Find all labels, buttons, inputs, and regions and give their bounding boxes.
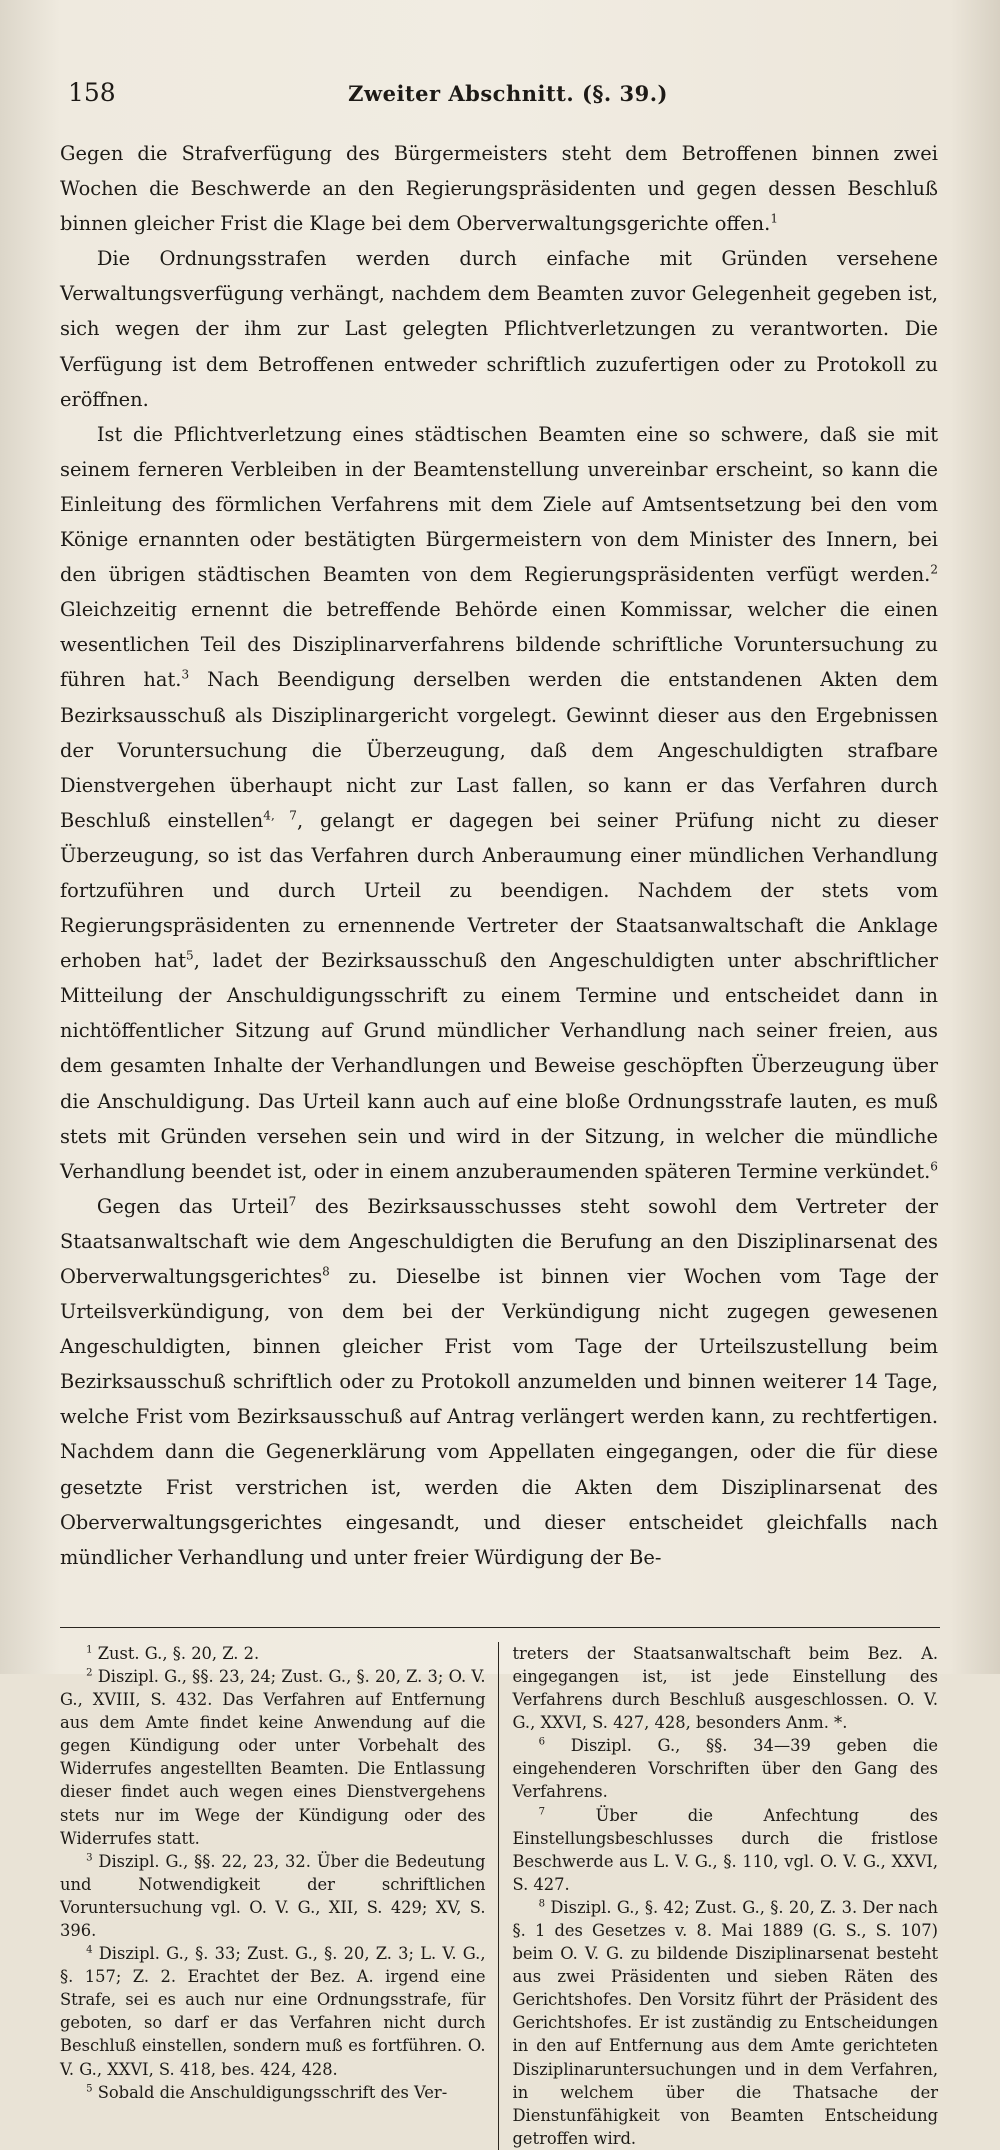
footnote-ref-7: 7 xyxy=(288,1194,297,1209)
footnote-text: Über die Anfechtung des Einstellungsbeschlusses durch die fristlose Beschwerde aus L. V. G., §. 110, vgl. O. V. G., XXVI, S. 427. xyxy=(512,1805,938,1894)
footnote-num: 3 xyxy=(86,1852,93,1864)
page-header xyxy=(60,78,938,118)
footnote-num: 8 xyxy=(538,1898,546,1910)
footnote-num: 7 xyxy=(538,1806,546,1818)
footnote-text: Zust. G., §. 20, Z. 2. xyxy=(97,1643,260,1663)
footnote-ref-1: 1 xyxy=(770,211,778,226)
footnote-ref-6: 6 xyxy=(930,1159,938,1174)
footnotes-left-column xyxy=(60,1642,498,2150)
footnote-num: 6 xyxy=(538,1736,546,1748)
paragraph-1 xyxy=(60,136,938,241)
footnote-ref-8: 8 xyxy=(322,1264,330,1279)
footnote-7 xyxy=(513,1804,939,1896)
paragraph-3 xyxy=(60,417,938,1189)
footnote-ref-5: 5 xyxy=(186,948,194,963)
footnote-2 xyxy=(60,1665,486,1850)
footnote-text: Diszipl. G., §§. 22, 23, 32. Über die Bedeutung und Notwendigkeit der schriftlichen Voruntersuchung vgl. O. V. G., XII, S. 429; XV, S. 396. xyxy=(60,1851,486,1940)
paragraph-1-text: Gegen die Strafverfügung des Bürgermeisters steht dem Betroffenen binnen zwei Wochen die Beschwerde an den Regierungspräsidenten und gegen dessen Beschluß binnen gleicher Frist die Klage bei dem Oberverwaltungsgerichte offen. xyxy=(60,142,938,236)
paragraph-2: Die Ordnungsstrafen werden durch einfache mit Gründen versehene Verwaltungsverfügung verhängt, nachdem dem Beamten zuvor Gelegenheit gegeben ist, sich wegen der ihm zur Last gelegten Pflichtverletzungen zu verantworten. Die Verfügung ist dem Betroffenen entweder schriftlich zuzufertigen oder zu Protokoll zu eröffnen. xyxy=(60,247,938,411)
paragraph-4-part-b: des Bezirksausschusses steht sowohl dem Vertreter der Staatsanwaltschaft wie dem Angeschuldigten die Berufung an den Disziplinarsenat des Oberverwaltungsgerichtes xyxy=(60,1194,938,1288)
footnotes-right-column xyxy=(498,1642,939,2150)
footnote-ref-2: 2 xyxy=(930,562,938,577)
footnote-6 xyxy=(513,1734,939,1803)
footnote-text: Diszipl. G., §§. 23, 24; Zust. G., §. 20, Z. 3; O. V. G., XVIII, S. 432. Das Verfahren auf Entfernung aus dem Amte findet keine Anwendung auf die gegen Kündigung oder unter Vorbehalt des Widerrufes angestellten Beamten. Die Entlassung dieser findet auch wegen eines Dienstvergehens stets nur im Wege der Kündigung oder des Widerrufes statt. xyxy=(60,1666,486,1848)
footnote-3 xyxy=(60,1850,486,1942)
paragraph-4-part-c: zu. Dieselbe ist binnen vier Wochen vom Tage der Urteilsverkündigung, von dem bei der Verkündigung nicht zugegen gewesenen Angeschuldigten, binnen gleicher Frist vom Tage der Urteilszustellung beim Bezirksausschuß schriftlich oder zu Protokoll anzumelden und binnen weiterer 14 Tage, welche Frist vom Bezirksausschuß auf Antrag verlängert werden kann, zu rechtfertigen. Nachdem dann die Gegenerklärung vom Appellaten eingegangen, oder die für diese gesetzte Frist verstrichen ist, werden die Akten dem Disziplinarsenat des Oberverwaltungsgerichtes eingesandt, und dieser entscheidet gleichfalls nach mündlicher Verhandlung und unter freier Würdigung der Be- xyxy=(60,1265,938,1569)
footnote-num: 5 xyxy=(86,2083,93,2095)
footnote-text: Diszipl. G., §. 33; Zust. G., §. 20, Z. 3; L. V. G., §. 157; Z. 2. Erachtet der Bez. A. irgend eine Strafe, sei es auch nur eine Ordnungsstrafe, für geboten, so darf er das Verfahren nicht durch Beschluß einstellen, sondern muß es fortführen. O. V. G., XXVI, S. 418, bes. 424, 428. xyxy=(60,1944,486,2079)
footnote-num: 4 xyxy=(86,1944,93,1956)
paragraph-4 xyxy=(60,1189,938,1575)
paragraph-3-part-e: , ladet der Bezirksausschuß den Angeschuldigten unter abschriftlicher Mitteilung der Anschuldigungsschrift zu einem Termine und entscheidet dann in nichtöffentlicher Sitzung auf Grund mündlicher Verhandlung nach seiner freien, aus dem gesamten Inhalte der Verhandlungen und Beweise geschöpften Überzeugung über die Anschuldigung. Das Urteil kann auch auf eine bloße Ordnungsstrafe lauten, es muß stets mit Gründen versehen sein und wird in der Sitzung, in welcher die mündliche Verhandlung beendet ist, oder in einem anzuberaumenden späteren Termine verkündet. xyxy=(60,949,938,1183)
footnote-text: Diszipl. G., §. 42; Zust. G., §. 20, Z. 3. Der nach §. 1 des Gesetzes v. 8. Mai 1889 (G. S., S. 107) beim O. V. G. zu bildende Disziplinarsenat besteht aus zwei Präsidenten und sieben Räten des Gerichtshofes. Den Vorsitz führt der Präsident des Gerichtshofes. Er ist zuständig zu Entscheidungen in den auf Entfernung aus dem Amte gerichteten Disziplinaruntersuchungen und in dem Verfahren, in welchem über die Thatsache der Dienstunfähigkeit von Beamten Entscheidung getroffen wird. xyxy=(512,1897,938,2148)
paragraph-3-part-c: Nach Beendigung derselben werden die entstandenen Akten dem Bezirksausschuß als Disziplinargericht vorgelegt. Gewinnt dieser aus den Ergebnissen der Voruntersuchung die Überzeugung, daß dem Angeschuldigten strafbare Dienstvergehen überhaupt nicht zur Last fallen, so kann er das Verfahren durch Beschluß einstellen xyxy=(60,668,938,832)
footnote-text: Diszipl. G., §§. 34—39 geben die eingehenderen Vorschriften über den Gang des Verfahrens. xyxy=(512,1736,938,1802)
footnote-text: Sobald die Anschuldigungsschrift des Ver- xyxy=(97,2082,448,2102)
main-text xyxy=(60,136,938,1575)
footnote-4 xyxy=(60,1942,486,2081)
footnote-5-continued: treters der Staatsanwaltschaft beim Bez. A. eingegangen ist, ist jede Einstellung des Verfahrens durch Beschluß ausgeschlossen. O. V. G., XXVI, S. 427, 428, besonders Anm. *. xyxy=(512,1643,938,1733)
footnote-5 xyxy=(60,2081,486,2104)
footnote-ref-4-7: 4, 7 xyxy=(263,808,297,823)
footnotes xyxy=(60,1642,938,2150)
footnote-num: 2 xyxy=(86,1667,93,1679)
footnote-num: 1 xyxy=(86,1644,93,1656)
footnote-ref-3: 3 xyxy=(181,667,190,682)
paragraph-4-part-a: Gegen das Urteil xyxy=(96,1194,289,1218)
running-head: Zweiter Abschnitt. (§. 39.) xyxy=(348,81,668,106)
page-number: 158 xyxy=(68,78,116,107)
footnote-8 xyxy=(513,1896,939,2150)
paragraph-3-part-b: Gleichzeitig ernennt die betreffende Behörde einen Kommissar, welcher die einen wesentlichen Teil des Disziplinarverfahrens bildende schriftliche Voruntersuchung zu führen hat. xyxy=(60,598,938,692)
paragraph-3-part-a: Ist die Pflichtverletzung eines städtischen Beamten eine so schwere, daß sie mit seinem ferneren Verbleiben in der Beamtenstellung unvereinbar erscheint, so kann die Einleitung des förmlichen Verfahrens mit dem Ziele auf Amtsentsetzung bei den vom Könige ernannten oder bestätigten Bürgermeistern von dem Minister des Innern, bei den übrigen städtischen Beamten von dem Regierungspräsidenten verfügt werden. xyxy=(60,422,938,587)
paragraph-3-part-d: , gelangt er dagegen bei seiner Prüfung nicht zu dieser Überzeugung, so ist das Verfahren durch Anberaumung einer mündlichen Verhandlung fortzuführen und durch Urteil zu beendigen. Nachdem der stets vom Regierungspräsidenten zu ernennende Vertreter der Staatsanwaltschaft die Anklage erhoben hat xyxy=(60,808,938,973)
footnote-1 xyxy=(60,1642,486,1665)
footnote-divider xyxy=(60,1627,940,1628)
